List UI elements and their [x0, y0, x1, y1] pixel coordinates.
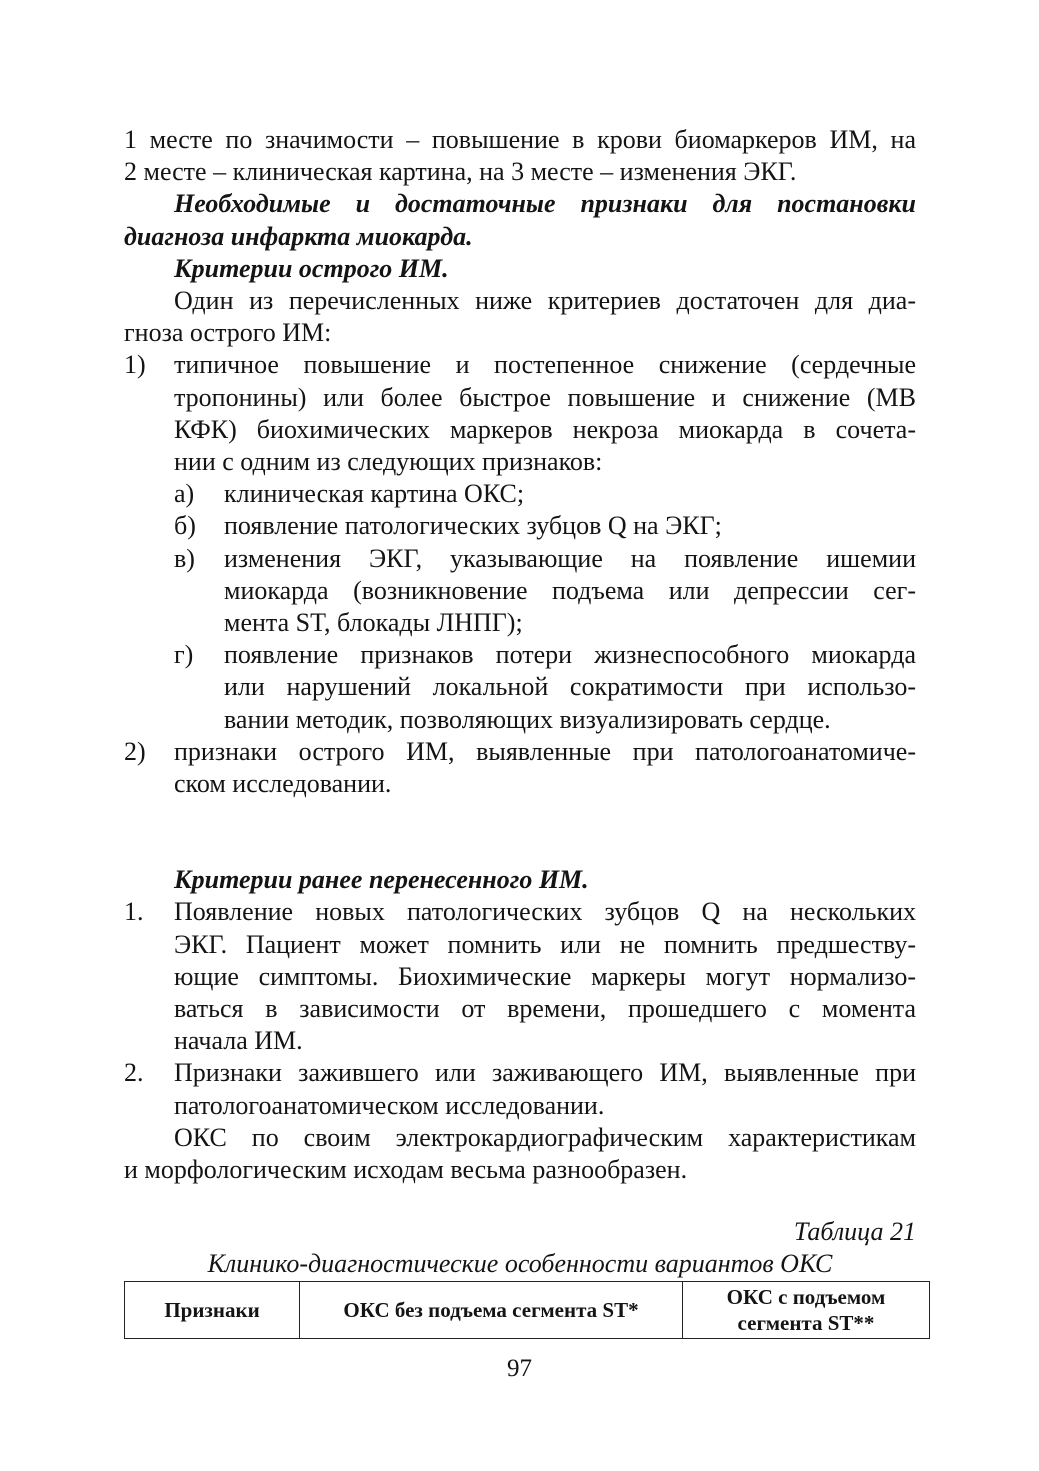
list-number: 1.	[124, 897, 144, 927]
closing-line-2: и морфологическим исходам весьма разнообразен.	[124, 1155, 688, 1185]
sub-list-line: появление признаков потери жизнеспособного миокарда	[224, 640, 916, 670]
sub-list-letter: в)	[174, 543, 195, 573]
closing-line-1: ОКС по своим электрокардиографическим характеристикам	[174, 1122, 916, 1152]
list-number: 2.	[124, 1058, 144, 1088]
list-number: 1)	[124, 350, 146, 380]
table-header-cell: Признаки	[125, 1282, 300, 1339]
sub-list-line: появление патологических зубцов Q на ЭКГ;	[224, 511, 722, 541]
page-body	[124, 124, 916, 1280]
sub-list-line: вании методик, позволяющих визуализировать сердце.	[224, 704, 831, 734]
sub-list-item	[124, 543, 916, 640]
table-header-cell: ОКС без подъема сегмента ST*	[300, 1282, 683, 1339]
list-item-line: начала ИМ.	[174, 1026, 303, 1056]
sub-list-letter: б)	[174, 511, 196, 541]
sub-list-line: миокарда (возникновение подъема или депрессии сег-	[224, 575, 916, 605]
list-item-line: тропонины) или более быстрое повышение и снижение (МВ	[174, 382, 916, 412]
heading-necessary-line-2: диагноза инфаркта миокарда.	[124, 221, 473, 251]
list-item-line: ваться в зависимости от времени, прошедшего с момента	[174, 994, 916, 1024]
table-header-row	[125, 1282, 930, 1339]
list-item-line: патологоанатомическом исследовании.	[174, 1090, 605, 1120]
heading-acute: Критерии острого ИМ.	[174, 253, 449, 283]
list-item-line: ском исследовании.	[174, 769, 392, 799]
sub-list-item	[124, 478, 916, 510]
sub-list-item	[124, 639, 916, 736]
table-number: Таблица 21	[793, 1217, 916, 1247]
list-item-line: КФК) биохимических маркеров некроза миокарда в сочета-	[174, 414, 916, 444]
intro-line-2: 2 месте – клиническая картина, на 3 месте – изменения ЭКГ.	[124, 157, 797, 187]
list-item-line: ющие симптомы. Биохимические маркеры могут нормализо-	[174, 961, 916, 991]
sub-list-letter: а)	[174, 479, 195, 509]
list-item	[124, 349, 916, 478]
page-number: 97	[507, 1355, 532, 1382]
list-item	[124, 1057, 916, 1121]
heading-prior: Критерии ранее перенесенного ИМ.	[174, 865, 589, 895]
sub-list-item	[124, 510, 916, 542]
list-item-line: нии с одним из следующих признаков:	[174, 447, 603, 477]
sub-list-line: изменения ЭКГ, указывающие на появление ишемии	[224, 543, 916, 573]
list-item-line: типичное повышение и постепенное снижение (сердечные	[174, 350, 916, 380]
sub-list-line: мента ST, блокады ЛНПГ);	[224, 608, 523, 638]
acute-intro-line-2: гноза острого ИМ:	[124, 318, 332, 348]
table-header-cell: ОКС с подъемом сегмента ST**	[683, 1282, 930, 1339]
list-item-line: Появление новых патологических зубцов Q на нескольких	[174, 897, 916, 927]
sub-list-line: или нарушений локальной сократимости при использо-	[224, 672, 916, 702]
sub-list-line: клиническая картина ОКС;	[224, 479, 525, 509]
heading-necessary-line-1: Необходимые и достаточные признаки для постановки	[174, 189, 916, 219]
list-number: 2)	[124, 736, 146, 766]
table-header	[124, 1281, 930, 1339]
list-item	[124, 896, 916, 1057]
section-spacer	[124, 800, 916, 864]
list-item-line: признаки острого ИМ, выявленные при патологоанатомиче-	[174, 736, 916, 766]
sub-list-letter: г)	[174, 640, 194, 670]
list-item-line: ЭКГ. Пациент может помнить или не помнить предшеству-	[174, 929, 916, 959]
table-caption: Клинико-диагностические особенности вариантов ОКС	[207, 1249, 833, 1279]
intro-line-1: 1 месте по значимости – повышение в крови биомаркеров ИМ, на	[124, 125, 916, 154]
list-item-line: Признаки зажившего или заживающего ИМ, выявленные при	[174, 1058, 916, 1088]
acute-intro-line-1: Один из перечисленных ниже критериев достаточен для диа-	[174, 286, 916, 316]
list-item	[124, 736, 916, 800]
